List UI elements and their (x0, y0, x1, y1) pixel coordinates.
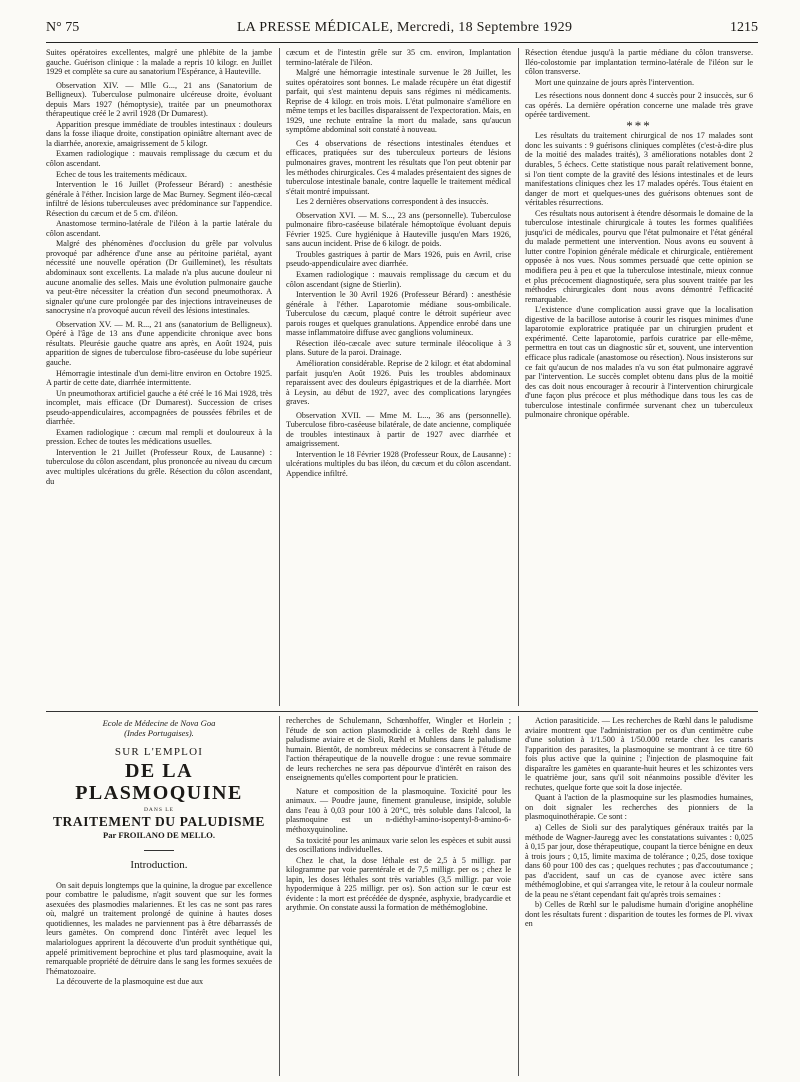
issue-number: N° 75 (46, 20, 80, 35)
page-header (46, 20, 758, 43)
page-number: 1215 (729, 20, 758, 35)
paragraph: Ces 4 observations de résections intestinales étendues et efficaces, pratiquées sur des tuberculeux porteurs de lésions pulmonaires graves, montrent les résultats que l'on peut obtenir par les méthodes chirurgicales. Ces 4 malades présentaient des signes de tuberculose intestinale banale, contre laquelle le traitement médical s'était montré impuissant. (286, 138, 511, 196)
section-divider (46, 711, 758, 712)
article-title-line-2: DE LA PLASMOQUINE (75, 759, 243, 804)
paragraph: Examen radiologique : mauvais remplissage du cæcum et du côlon ascendant. (46, 149, 272, 169)
paragraph: Malgré une hémorragie intestinale survenue le 28 Juillet, les suites opératoires sont bonnes. Le malade récupère un état digestif parfait, qui s'est maintenu depuis sans régimes ni médicaments. Reprise de 4 kilogr. en trois mois. L'état pulmonaire s'améliore en même temps et les bacilles disparaissent de l'expectoration. Mais, en 1929, une rechute entraîne la mort du malade, sans qu'aucun symptôme abdominal soit constaté à nouveau. (286, 68, 511, 135)
institution-name: Ecole de Médecine de Nova Goa (102, 718, 216, 728)
paragraph: Malgré des phénomènes d'occlusion du grêle par volvulus provoqué par adhérence d'une anse au péritoine pariétal, ayant nécessité une nouvelle opération (Dr Guilleminet), les résultats abdominaux sont excellents. La malade n'a plus aucune douleur ni aucune anomalie des selles. Mais une évolution pulmonaire gauche va peut-être nécessiter la création d'un second pneumothorax. A signaler qu'une cure prolongée par des injections intraveineuses de sanocrysine n'a provoqué aucun réveil des lésions intestinales. (46, 239, 272, 316)
observation-paragraph: Observation XIV. — Mlle G..., 21 ans (Sanatorium de Belligneux). Tuberculose pulmonaire ulcéreuse droite, évoluant depuis Mars 1927 (hémoptysie), traitée par un pneumothorax thérapeutique créé le 2 avril 1928 (Dr Dumarest). (46, 80, 272, 119)
paragraph: Résection étendue jusqu'à la partie médiane du côlon transverse. Iléo-colostomie par implantation termino-latérale de l'iléon sur le côlon transverse. (525, 48, 753, 77)
observation-paragraph: Observation XV. — M. R..., 21 ans (sanatorium de Belligneux). Opéré à l'âge de 13 ans d'une appendicite chronique avec bons résultats. Pleurésie gauche quatre ans après, en Août 1924, puis apparition de signes de tuberculose fibro-caséeuse du lobe supérieur gauche. (46, 319, 272, 367)
paragraph: Apparition presque immédiate de troubles intestinaux : douleurs dans la fosse iliaque droite, constipation opiniâtre alternant avec de la diarrhée, anorexie, amaigrissement de 5 kilogr. (46, 119, 272, 148)
paragraph: Les résultats du traitement chirurgical de nos 17 malades sont donc les suivants : 9 guérisons cliniques complètes (c'est-à-dire plus de la moitié des malades traités), 3 améliorations notables dont 2 durables, 5 échecs. Cette statistique nous paraît relativement bonne, si l'on tient compte de la gravité des lésions intestinales et de leurs manifestations cliniques chez les 17 malades opérés. Tous étaient en danger de mort et quelques-unes des guérisons obtenues sont de véritables résurrections. (525, 131, 753, 208)
paragraph: Intervention le 16 Juillet (Professeur Bérard) : anesthésie générale à l'éther. Incision large de Mac Burney. Segment iléo-cæcal infiltré de lésions tuberculeuses avec prédominance sur l'appendice. Résection du cæcum et de 5 cm. d'iléon. (46, 180, 272, 218)
paragraph: Intervention le 30 Avril 1926 (Professeur Bérard) : anesthésie générale à l'éther. Laparotomie médiane sous-ombilicale. Tuberculose du cæcum, plaqué contre le détroit supérieur avec parois rouges et quelques granulations. Appendice enrobé dans une masse inflammatoire diffuse avec ganglions volumineux. (286, 290, 511, 338)
article-title-line-1: SUR L'EMPLOI (114, 746, 204, 758)
paragraph: Les résections nous donnent donc 4 succès pour 2 insuccès, sur 6 cas opérés. La dernière opération concerne une malade très grave opérée tardivement. (525, 91, 753, 120)
paragraph: a) Celles de Sioli sur des paralytiques généraux traités par la méthode de Wagner-Jauregg avec les constatations suivantes : 0,025 à 0,15 par jour, dose thérapeutique, coupant la tierce bénigne en deux à trois jours ; 0,15, limite maxima de tolérance ; 0,25, dose toxique dans 60 pour 100 des cas ; quelques rechutes ; pas d'accoutumance ; pas d'accident, sauf un cas de cyanose avec ictère sans méthémoglobine, et qui s'arrangea vite, le retour à la couleur normale de la peau ne s'étant cependant fait qu'après trois semaines : (525, 823, 753, 899)
paragraph: Anastomose termino-latérale de l'iléon à la partie latérale du côlon ascendant. (46, 219, 272, 238)
paragraph: Résection iléo-cæcale avec suture terminale iléocolique à 3 plans. Suture de la paroi. Drainage. (286, 338, 511, 358)
paragraph: Echec de tous les traitements médicaux. (56, 169, 187, 179)
paragraph: Les 2 dernières observations correspondent à des insuccès. (296, 197, 489, 207)
paragraph: Suites opératoires excellentes, malgré une phlébite de la jambe gauche. Guérison clinique : la malade a repris 10 kilogr. en Juillet 1929 et complète sa cure au sanatorium l'Espérance, à Hauteville. (46, 48, 272, 77)
top-column-1 (46, 48, 272, 706)
column-rule (279, 716, 280, 1076)
column-rule (518, 48, 519, 706)
paragraph: Mort une quinzaine de jours après l'intervention. (535, 77, 695, 87)
paragraph: Sa toxicité pour les animaux varie selon les espèces et subit aussi des oscillations individuelles. (286, 835, 511, 855)
observation-paragraph: Observation XVII. — Mme M. L..., 36 ans (personnelle). Tuberculose fibro-caséeuse bilatérale, de date ancienne, compliquée de troubles intestinaux à partir de 1927 avec diarrhée et amaigrissement. (286, 410, 511, 449)
article-column-2 (286, 716, 511, 1076)
paragraph: Amélioration considérable. Reprise de 2 kilogr. et état abdominal parfait jusqu'en Août 1926. Puis les troubles abdominaux reparaissent avec des douleurs épigastriques et de la diarrhée. Mort à Leysin, au début de 1927, avec des complications laryngées graves. (286, 358, 511, 407)
column-rule (279, 48, 280, 706)
paragraph: Examen radiologique : cæcum mal rempli et douloureux à la pression. Echec de toutes les médications usuelles. (46, 427, 272, 447)
section-paragraph: Action parasiticide. — Les recherches de Rœhl dans le paludisme aviaire montrent que l'administration per os d'un centimètre cube d'une solution à 1/1.500 à 1/50.000 retarde chez les canaris l'apparition des parasites, la plasmoquine se montrant à ce titre 60 fois plus active que la quinine ; l'injection de plasmoquine fait disparaître les gamètes en quarante-huit heures et les schizontes vers le quatrième jour, sans qu'il soit néanmoins possible d'éviter les rechutes, quelque forte que soit la dose injectée. (525, 716, 753, 792)
article-column-1 (46, 718, 272, 1076)
article-title-line-3: TRAITEMENT DU PALUDISME (52, 814, 266, 830)
article-column-3 (525, 716, 753, 1076)
section-paragraph: Nature et composition de la plasmoquine. Toxicité pour les animaux. — Poudre jaune, finement granuleuse, insipide, soluble dans l'eau à 0,03 pour 100 à 20°C, très soluble dans l'alcool, la plasmoquine est un n-diéthyl-amino-isopentyl-8-amino-6-méthoxyquinoline. (286, 786, 511, 835)
paragraph: recherches de Schulemann, Schœnhoffer, Wingler et Horlein ; l'étude de son action plasmodicide à celles de Rœhl dans le paludisme aviaire et de Sioli, Rœhl et Muhlens dans le paludisme humain. Bientôt, de nombreux médecins se consacrent à l'étude de l'action thérapeutique de la nouvelle drogue : une revue sommaire de leurs recherches ne sera pas dépourvue d'intérêt en raison des enseignements qu'elles comportent pour le praticien. (286, 716, 511, 783)
paragraph: Hémorragie intestinale d'un demi-litre environ en Octobre 1925. A partir de cette date, diarrhée intermittente. (46, 368, 272, 388)
paragraph: On sait depuis longtemps que la quinine, la drogue par excellence pour combattre le paludisme, n'agit souvent que sur les formes asexuées des plasmodies malariennes. Et les cas ne sont pas rares où, malgré un traitement prolongé de quinine à hautes doses quotidiennes, les malades ne parviennent pas à être débarrassés de leurs gamètes. On comprend donc l'intérêt avec lequel les malariologues apprirent la découverte d'un produit synthétique qui, appelé primitivement beprochine et plus tard plasmoquine, avait la remarquable propriété de détruire dans le sang les formes sexuées de l'hématozoaire. (46, 880, 272, 976)
publication-title: LA PRESSE MÉDICALE, Mercredi, 18 Septembre 1929 (236, 20, 573, 35)
paragraph: Examen radiologique : mauvais remplissage du cæcum et du côlon ascendant (signe de Stierlin). (286, 270, 511, 289)
article-author: Par FROILANO DE MELLO. (102, 829, 216, 840)
paragraph: Ces résultats nous autorisent à étendre désormais le domaine de la tuberculose intestinale chirurgicale à toutes les formes qualifiées jusqu'ici de médicales, pourvu que l'état pulmonaire et l'état général du malade permettent une intervention. Nous avons eu souvent à lutter contre l'opinion générale médicale et chirurgicale, entièrement opposée à nos vues. Nous sommes persuadé que cette opinion se modifiera peu à peu et que la tuberculose intestinale, mieux connue et plus précocement diagnostiquée, sera plus souvent traitée par les méthodes chirurgicales dont nous avons démontré l'efficacité remarquable. (525, 208, 753, 304)
paragraph: Un pneumothorax artificiel gauche a été créé le 16 Mai 1928, très incomplet, mais efficace (Dr Dumarest). Succession de crises pseudo-appendiculaires, accompagnées de poussées fébriles et de diarrhée. (46, 388, 272, 427)
paragraph: Quant à l'action de la plasmoquine sur les plasmodies humaines, on doit signaler les recherches des pionniers de la plasmoquinothérapie. Ce sont : (525, 793, 753, 822)
paragraph: La découverte de la plasmoquine est due aux (56, 977, 204, 987)
observation-paragraph: Observation XVI. — M. S..., 23 ans (personnelle). Tuberculose pulmonaire fibro-caséeuse bilatérale hémoptoïque évoluant depuis Février 1925. Cure hygiénique à Hauteville jusqu'en Mars 1926, sans aucun incident. Prise de 6 kilogr. de poids. (286, 210, 511, 249)
top-column-3 (525, 48, 753, 706)
paragraph: L'existence d'une complication aussi grave que la localisation digestive de la bacillose autorise à courir les risques minimes d'une laparotomie exploratrice pratiquée par un chirurgien prudent et expérimenté. Cette laparotomie, parfois curatrice par elle-même, permettra en tout cas un diagnostic sûr et, souvent, une intervention efficace plus radicale (anastomose ou résection). Nous insisterons sur ce fait qu'aucun de nos malades n'a vu son état pulmonaire aggravé par l'intervention. Le succès complet obtenu dans plus de la moitié des cas doit nous encourager à recourir à l'intervention chirurgicale d'une façon plus précoce et plus méthodique dans tous les cas de tuberculose intestinale confirmée survenant chez un tuberculeux pulmonaire chronique opérable. (525, 305, 753, 420)
title-rule (144, 850, 174, 851)
top-column-2 (286, 48, 511, 706)
institution (46, 718, 272, 738)
paragraph: Troubles gastriques à partir de Mars 1926, puis en Avril, crise pseudo-appendiculaire avec diarrhée. (286, 249, 511, 269)
paragraph: cæcum et de l'intestin grêle sur 35 cm. environ, Implantation termino-latérale de l'iléon. (286, 48, 511, 67)
institution-location: (Indes Portugaises). (124, 728, 194, 738)
paragraph: b) Celles de Rœhl sur le paludisme humain d'origine anophéline dont les résultats furent : disparition de toutes les formes de Pl. vivax en (525, 900, 753, 929)
section-separator-stars: *** (626, 117, 652, 133)
paragraph: Intervention le 21 Juillet (Professeur Roux, de Lausanne) : tuberculose du côlon ascendant, plus prononcée au niveau du cæcum avec multiples ulcérations du grêle. Résection du côlon ascendant, du (46, 447, 272, 486)
introduction-heading: Introduction. (130, 859, 188, 872)
paragraph: Intervention le 18 Février 1928 (Professeur Roux, de Lausanne) : ulcérations multiples du bas iléon, du cæcum et du côlon ascendant. Appendice infiltré. (286, 449, 511, 478)
article-title-connector: DANS LE (143, 806, 175, 813)
column-rule (518, 716, 519, 1076)
paragraph: Chez le chat, la dose léthale est de 2,5 à 5 milligr. par kilogramme par voie parentérale et de 7,5 milligr. per os ; chez le lapin, les doses léthales sont très variables (3,5 milligr. par voie hypodermique à 225 milligr. per os). Son action sur le cœur est évidente : la mort est précédée de dyspnée, asphyxie, bradycardie et arythmie. On constate aussi la formation de méthémoglobine. (286, 855, 511, 913)
